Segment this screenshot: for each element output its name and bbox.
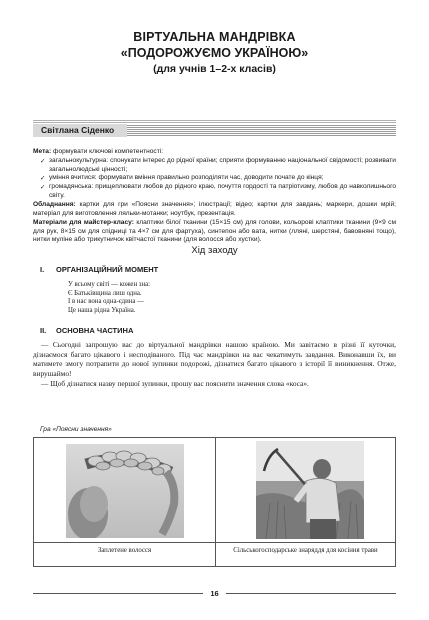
bullet-text: громадянська: прищеплювати любов до рідного краю, почуття гордості та патріотизму, любов до навколишнього світу.	[49, 183, 396, 199]
section-number: I.	[40, 265, 45, 274]
section-title: ОРГАНІЗАЦІЙНИЙ МОМЕНТ	[56, 265, 159, 274]
footer-line-right	[226, 593, 396, 594]
title-line-2: «ПОДОРОЖУЄМО УКРАЇНОЮ»	[120, 46, 309, 60]
author-name: Світлана Сіденко	[41, 125, 115, 135]
bullet-item	[40, 157, 396, 174]
check-icon: ✓	[40, 157, 46, 165]
divider-lines	[33, 120, 396, 123]
subtitle: (для учнів 1–2-х класів)	[153, 63, 276, 75]
poem-line: І в нас вона одна-єдина —	[68, 298, 144, 306]
course-heading: Хід заходу	[191, 245, 238, 256]
section-title: ОСНОВНА ЧАСТИНА	[56, 326, 134, 335]
materials-label: Матеріали для майстер-класу:	[33, 219, 134, 226]
section-heading-2	[40, 326, 133, 335]
poem	[68, 281, 150, 315]
check-icon: ✓	[40, 183, 46, 191]
author-bar	[33, 124, 396, 137]
image-table	[33, 437, 396, 567]
caption: Сільськогосподарське знаряддя для косіння трави	[233, 547, 378, 554]
check-icon: ✓	[40, 174, 46, 182]
title-line-1: ВІРТУАЛЬНА МАНДРІВКА	[133, 30, 296, 44]
bullet-text: загальнокультурна: спонукати інтерес до рідної країни; сприяти формуванню національної свідомості; розвивати загальнолюдські цінності;	[49, 157, 396, 173]
section-number: II.	[40, 326, 47, 335]
materials-line	[33, 219, 396, 245]
caption: Заплетене волосся	[97, 547, 152, 554]
materials-text: клаптики білої тканини (15×15 см) для голови, кольорові клаптики тканини (9×9 см для рук, 8×15 см для спідниці та 4×7 см для фартуха), синтепон або вата, нитки (лляні, шерстяні, бавовняні тощо), нитки муліне або трикутничок квітчастої тканини (для волосся або хустки).	[33, 219, 397, 244]
poem-line: Є Батьківщина лиш одна.	[68, 289, 142, 297]
paragraph: — Щоб дізнатися назву першої зупинки, прошу вас пояснити значення слова «коса».	[41, 378, 309, 388]
body-text	[33, 340, 396, 389]
page-number: 16	[210, 589, 219, 598]
table-divider	[34, 542, 395, 543]
bullet-item	[40, 174, 396, 183]
scythe-farmer-photo	[256, 441, 364, 539]
poem-line: Це наша рідна Україна.	[68, 306, 136, 314]
braid-photo	[66, 444, 184, 538]
bullet-text: уміння вчитися: формувати вміння правильно розподіляти час, доводити почате до кінця;	[49, 174, 324, 181]
game-label: Гра «Поясни значення»	[40, 426, 112, 433]
goal-text: формувати ключові компетентності:	[53, 148, 164, 155]
equipment-line	[33, 201, 396, 218]
goal-line	[33, 148, 396, 157]
goal-label: Мета:	[33, 148, 52, 155]
section-heading-1	[40, 265, 158, 274]
equipment-text: картки для гри «Поясни значення»; ілюстрації; відео; картки для завдань; маркери, дошки мрій; матеріал для виготовлення ляльки-мотанки; ноутбук, презентація.	[33, 201, 396, 217]
bullet-item	[40, 183, 396, 200]
poem-line: У всьому світі — кожен зна:	[68, 281, 151, 288]
divider-stripes	[127, 125, 396, 136]
paragraph: — Сьогодні запрошую вас до віртуальної мандрівки нашою країною. Ми завітаємо в різні її куточки, дізнаємося багато цікавого і несподіваного. Під час мандрівки на вас чекатимуть завдання. Виконавши їх, ви матимете змогу потрапити до нової зупинки подорожі, дізнатися багато цікавого з історії її виникнення. Отже, вирушаймо!	[33, 340, 396, 379]
equipment-label: Обладнання:	[33, 201, 76, 208]
